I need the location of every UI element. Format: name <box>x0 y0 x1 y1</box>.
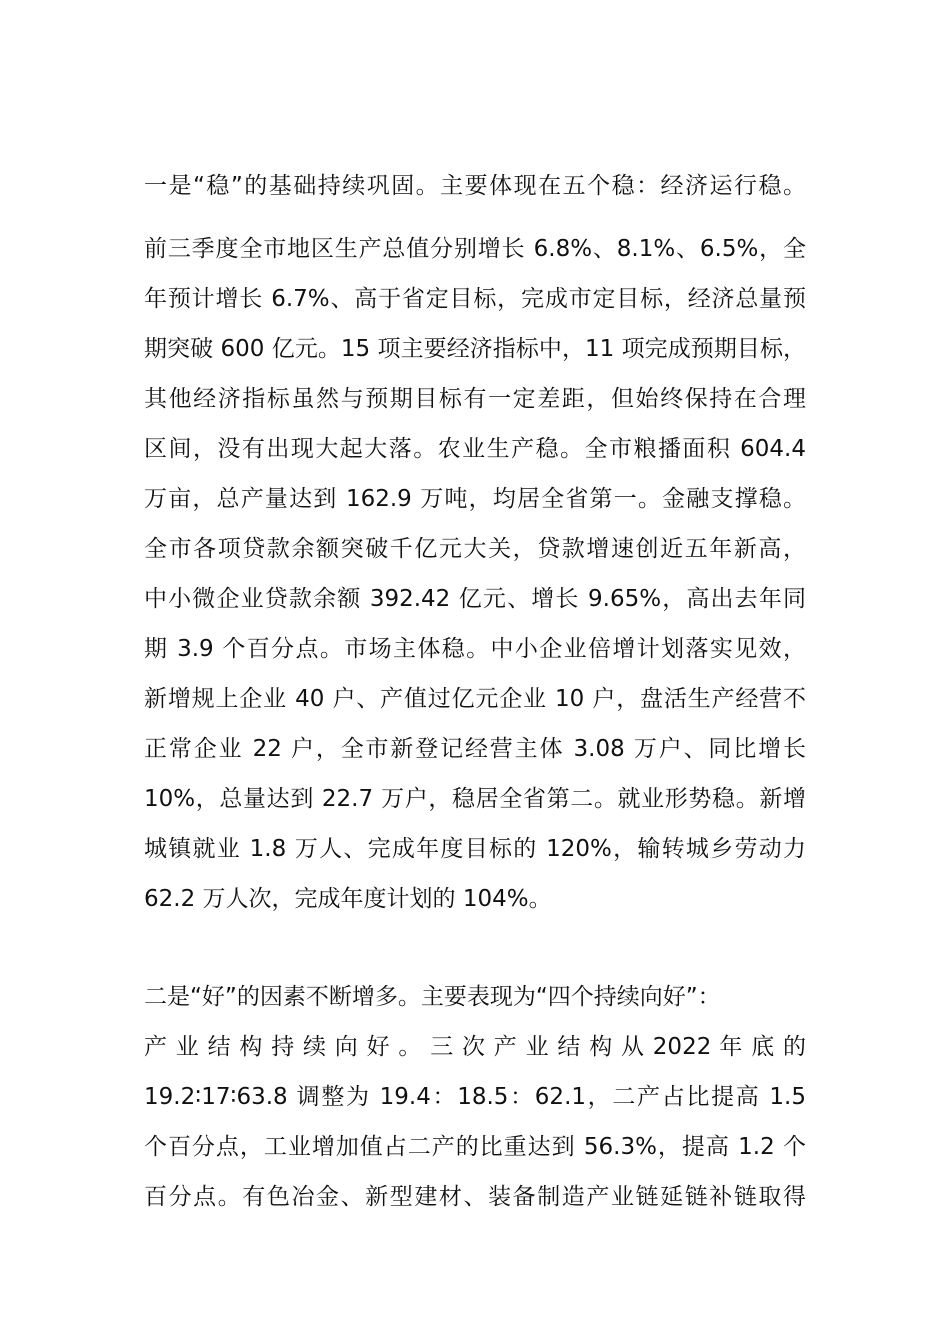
text-line: 区间，没有出现大起大落。农业生产稳。全市粮播面积 604.4 <box>144 436 806 462</box>
text-line: 万亩，总产量达到 162.9 万吨，均居全省第一。金融支撑稳。 <box>144 486 806 512</box>
text-line: 10%，总量达到 22.7 万户，稳居全省第二。就业形势稳。新增 <box>144 786 806 812</box>
text-line: 62.2 万人次，完成年度计划的 104%。 <box>144 886 552 912</box>
text-line: 正常企业 22 户，全市新登记经营主体 3.08 万户、同比增长 <box>144 736 806 762</box>
text-line: 其他经济指标虽然与预期目标有一定差距，但始终保持在合理 <box>144 386 806 412</box>
text-line: 个百分点，工业增加值占二产的比重达到 56.3%，提高 1.2 个 <box>144 1134 806 1160</box>
text-line: 产 业 结 构 持 续 向 好 。 三 次 产 业 结 构 从 2022 年 底 的 <box>144 1034 806 1060</box>
text-line: 前三季度全市地区生产总值分别增长 6.8%、8.1%、6.5%，全 <box>144 236 806 262</box>
text-line: 新增规上企业 40 户、产值过亿元企业 10 户，盘活生产经营不 <box>144 686 806 712</box>
text-line: 期 3.9 个百分点。市场主体稳。中小企业倍增计划落实见效， <box>144 636 806 662</box>
text-line: 二是“好”的因素不断增多。主要表现为“四个持续向好”： <box>144 984 721 1010</box>
text-line: 百分点。有色冶金、新型建材、装备制造产业链延链补链取得 <box>144 1184 806 1210</box>
text-line: 年预计增长 6.7%、高于省定目标，完成市定目标，经济总量预 <box>144 286 806 312</box>
text-line: 一是“稳”的基础持续巩固。主要体现在五个稳：经济运行稳。 <box>144 173 806 199</box>
text-line: 全市各项贷款余额突破千亿元大关，贷款增速创近五年新高， <box>144 536 806 562</box>
text-line: 19.2∶17∶63.8 调整为 19.4：18.5：62.1，二产占比提高 1.5 <box>144 1084 806 1110</box>
text-line: 中小微企业贷款余额 392.42 亿元、增长 9.65%，高出去年同 <box>144 586 806 612</box>
text-line: 期突破 600 亿元。15 项主要经济指标中，11 项完成预期目标， <box>144 336 806 362</box>
text-line: 城镇就业 1.8 万人、完成年度目标的 120%，输转城乡劳动力 <box>144 836 806 862</box>
